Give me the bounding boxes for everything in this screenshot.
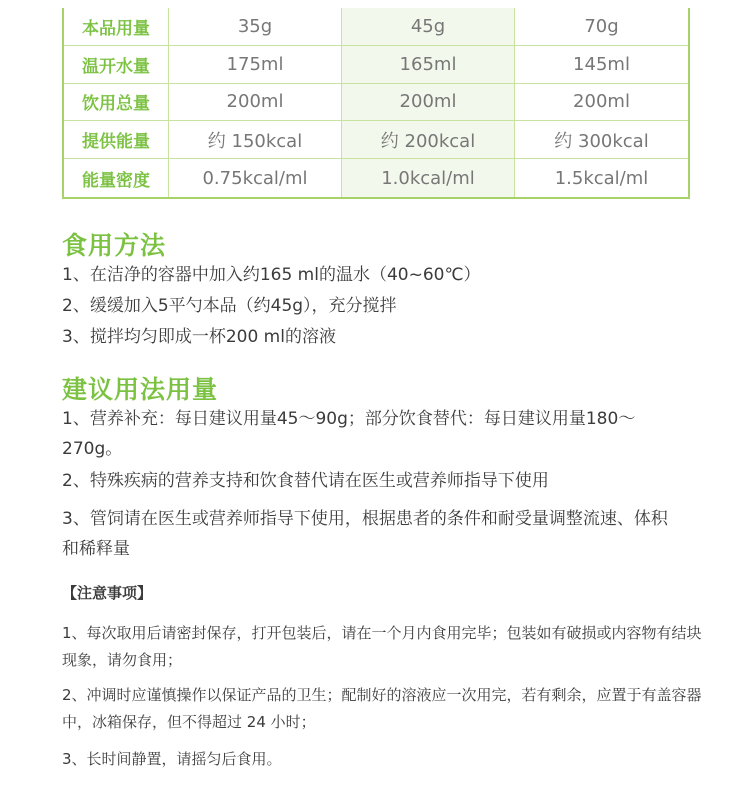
table-cell: 70g <box>515 8 688 46</box>
usage-step: 2、缓缓加入5平勺本品（约45g），充分搅拌 <box>62 296 397 316</box>
usage-heading: 食用方法 <box>62 231 167 260</box>
recommended-heading: 建议用法用量 <box>62 375 219 404</box>
table-cell: 200ml <box>169 84 342 122</box>
table-cell: 1.0kcal/ml <box>342 159 515 197</box>
table-cell: 35g <box>169 8 342 46</box>
table-cell: 175ml <box>169 46 342 84</box>
row-label: 能量密度 <box>64 159 169 197</box>
table-cell: 200ml <box>342 84 515 122</box>
recommended-item: 3、管饲请在医生或营养师指导下使用，根据患者的条件和耐受量调整流速、体积和稀释量 <box>62 509 668 559</box>
recommended-item: 2、特殊疾病的营养支持和饮食替代请在医生或营养师指导下使用 <box>62 471 549 491</box>
row-label: 提供能量 <box>64 121 169 159</box>
table-cell: 45g <box>342 8 515 46</box>
row-label: 温开水量 <box>64 46 169 84</box>
notice-item: 1、每次取用后请密封保存，打开包装后，请在一个月内食用完毕；包装如有破损或内容物有结块现象，请勿食用； <box>62 624 702 669</box>
usage-step: 1、在洁净的容器中加入约165 ml的温水（40~60℃） <box>62 265 481 285</box>
notice-item: 2、冲调时应谨慎操作以保证产品的卫生；配制好的溶液应一次用完，若有剩余，应置于有盖容器中，冰箱保存，但不得超过 24 小时； <box>62 686 702 731</box>
usage-step: 3、搅拌均匀即成一杯200 ml的溶液 <box>62 327 336 347</box>
notice-title: 【注意事项】 <box>62 584 153 602</box>
table-cell: 1.5kcal/ml <box>554 167 649 189</box>
table-cell: 约 300kcal <box>515 121 688 159</box>
dosage-table <box>62 8 690 199</box>
recommended-item: 1、营养补充：每日建议用量45～90g；部分饮食替代：每日建议用量180～270g。 <box>62 409 636 459</box>
table-cell: 约 200kcal <box>342 121 515 159</box>
table-cell: 0.75kcal/ml <box>169 159 342 197</box>
table-cell: 200ml <box>515 84 688 122</box>
table-cell: 165ml <box>342 46 515 84</box>
table-cell: 约 150kcal <box>169 121 342 159</box>
row-label: 饮用总量 <box>64 84 169 122</box>
row-label: 本品用量 <box>64 8 169 46</box>
notice-item: 3、长时间静置，请摇匀后食用。 <box>62 750 282 768</box>
table-cell: 145ml <box>515 46 688 84</box>
